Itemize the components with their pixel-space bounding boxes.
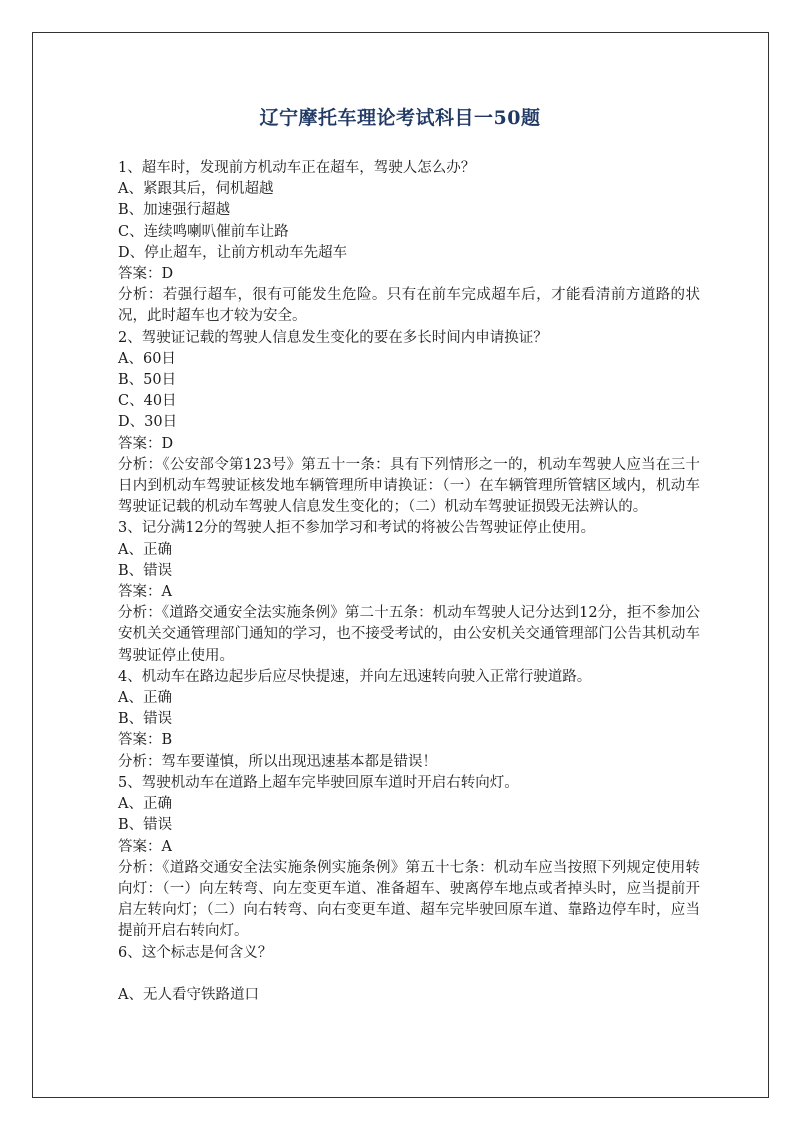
question-1-option-c: C、连续鸣喇叭催前车让路 (118, 223, 289, 240)
question-5-option-a: A、正确 (118, 796, 172, 813)
question-1-option-a: A、紧跟其后，伺机超越 (118, 181, 274, 198)
question-1-stem: 1、超车时，发现前方机动车正在超车，驾驶人怎么办？ (118, 160, 476, 176)
sign-image-placeholder (118, 964, 700, 985)
question-4-analysis: 分析：驾车要谨慎，所以出现迅速基本都是错误！ (118, 753, 437, 770)
question-2-option-c: C、40日 (118, 393, 177, 410)
question-3-stem: 3、记分满12分的驾驶人拒不参加学习和考试的将被公告驾驶证停止使用。 (118, 520, 596, 537)
document-body (118, 158, 700, 1006)
question-6-option-a: A、无人看守铁路道口 (118, 986, 259, 1003)
document-title: 辽宁摩托车理论考试科目一50题 (259, 107, 541, 129)
question-5-option-b: B、错误 (118, 817, 173, 834)
question-2-option-b: B、50日 (118, 372, 177, 389)
question-2-stem: 2、驾驶证记载的驾驶人信息发生变化的要在多长时间内申请换证？ (118, 329, 548, 346)
question-2-answer: 答案：D (118, 435, 174, 452)
question-1-analysis: 分析：若强行超车，很有可能发生危险。只有在前车完成超车后，才能看清前方道路的状况，此时超车也才较为安全。 (118, 287, 700, 325)
question-5-analysis: 分析：《道路交通安全法实施条例实施条例》第五十七条：机动车应当按照下列规定使用转向灯：（一）向左转弯、向左变更车道、准备超车、驶离停车地点或者掉头时，应当提前开启左转向灯；（二）向右转弯、向右变更车道、超车完毕驶回原车道、靠路边停车时，应当提前开启右转向灯。 (118, 859, 700, 940)
question-3-option-a: A、正确 (118, 541, 172, 558)
question-2-analysis: 分析：《公安部令第123号》第五十一条：具有下列情形之一的，机动车驾驶人应当在三十日内到机动车驾驶证核发地车辆管理所申请换证：（一）在车辆管理所管辖区域内，机动车驾驶证记载的机动车驾驶人信息发生变化的；（二）机动车驾驶证损毁无法辨认的。 (118, 456, 700, 516)
question-5-answer: 答案：A (118, 838, 172, 855)
question-1-option-d: D、停止超车，让前方机动车先超车 (118, 244, 348, 261)
question-3-answer: 答案：A (118, 584, 172, 601)
question-4-answer: 答案：B (118, 732, 173, 749)
question-5-stem: 5、驾驶机动车在道路上超车完毕驶回原车道时开启右转向灯。 (118, 774, 519, 791)
question-4-stem: 4、机动车在路边起步后应尽快提速，并向左迅速转向驶入正常行驶道路。 (118, 668, 592, 685)
question-2-option-d: D、30日 (118, 414, 178, 431)
question-1-answer: 答案：D (118, 266, 174, 283)
question-2-option-a: A、60日 (118, 350, 176, 367)
question-3-option-b: B、错误 (118, 562, 173, 579)
question-6-stem: 6、这个标志是何含义？ (118, 944, 273, 961)
question-4-option-a: A、正确 (118, 690, 172, 707)
question-1-option-b: B、加速强行超越 (118, 202, 231, 219)
question-4-option-b: B、错误 (118, 711, 173, 728)
question-3-analysis: 分析：《道路交通安全法实施条例》第二十五条：机动车驾驶人记分达到12分，拒不参加公安机关交通管理部门通知的学习，也不接受考试的，由公安机关交通管理部门公告其机动车驾驶证停止使用。 (118, 605, 700, 664)
